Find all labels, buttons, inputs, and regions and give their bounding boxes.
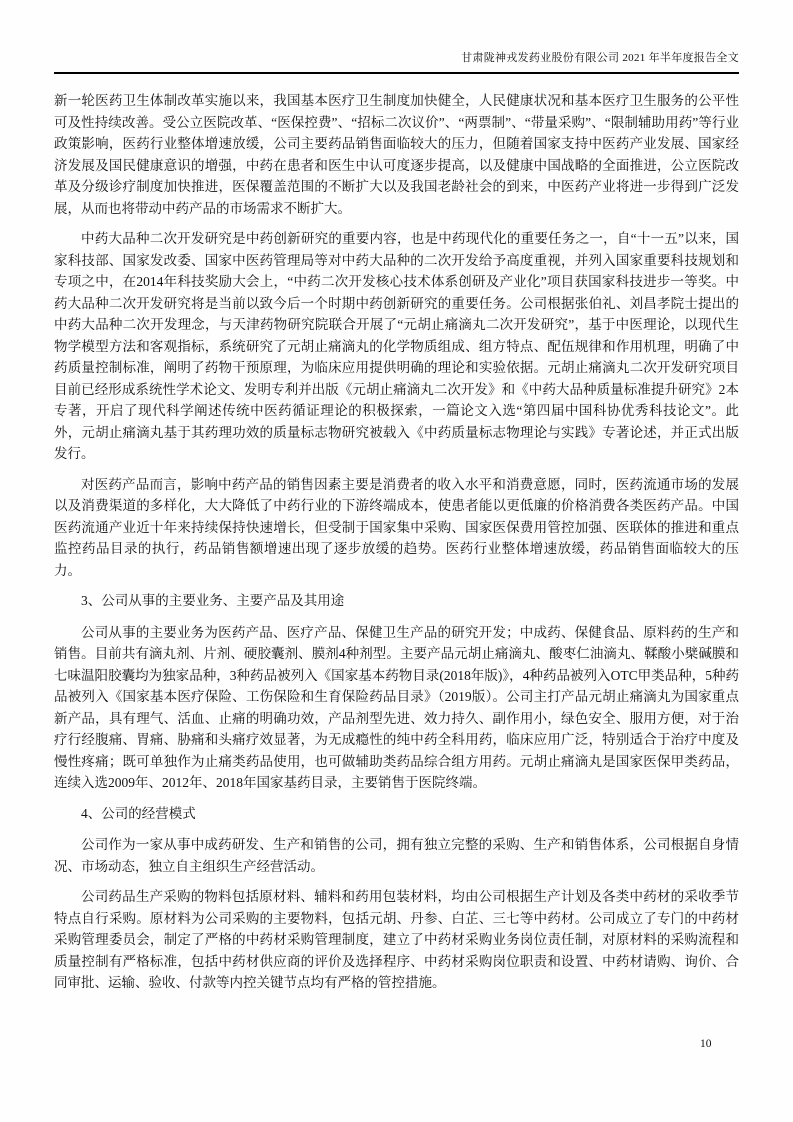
report-header-title: 甘肃陇神戎发药业股份有限公司 2021 年半年度报告全文 — [461, 52, 739, 64]
page-header — [0, 0, 793, 74]
section-heading: 3、公司从事的主要业务、主要产品及其用途 — [81, 593, 345, 608]
paragraph: 公司从事的主要业务为医药产品、医疗产品、保健卫生产品的研究开发；中成药、保健食品、原料药的生产和销售。目前共有滴丸剂、片剂、硬胶囊剂、膜剂4种剂型。主要产品元胡止痛滴丸、酸枣仁油滴丸、鞣酸小檗碱膜和七味温阳胶囊均为独家品种，3种药品被列入《国家基本药物目录(2018年版)》，4种药品被列入OTC甲类品种，5种药品被列入《国家基本医疗保险、工伤保险和生育保险药品目录》（2019版）。公司主打产品元胡止痛滴丸为国家重点新产品，具有理气、活血、止痛的明确功效，产品剂型先进、效力持久、副作用小，绿色安全、服用方便，对于治疗行经腹痛、胃痛、胁痛和头痛疗效显著，为无成瘾性的纯中药全科用药，临床应用广泛，特别适合于治疗中度及慢性疼痛；既可单独作为止痛类药品使用，也可做辅助类药品综合组方用药。元胡止痛滴丸是国家医保甲类药品，连续入选2009年、2012年、2018年国家基药目录，主要销售于医院终端。 — [54, 624, 739, 790]
paragraph: 公司药品生产采购的物料包括原材料、辅料和药用包装材料，均由公司根据生产计划及各类中药材的采收季节特点自行采购。原材料为公司采购的主要物料，包括元胡、丹参、白芷、三七等中药材。公司成立了专门的中药材采购管理委员会，制定了严格的中药材采购管理制度，建立了中药材采购业务岗位责任制，对原材料的采购流程和质量控制有严格标准，包括中药材供应商的评价及选择程序、中药材采购岗位职责和设置、中药材请购、询价、合同审批、运输、验收、付款等内控关键节点均有严格的管控措施。 — [54, 889, 739, 990]
document-body — [0, 74, 793, 994]
paragraph: 中药大品种二次开发研究是中药创新研究的重要内容，也是中药现代化的重要任务之一，自“十一五”以来，国家科技部、国家发改委、国家中医药管理局等对中药大品种的二次开发给予高度重视，并列入国家重要科技规划和专项之中，在2014年科技奖励大会上，“中药二次开发核心技术体系创研及产业化”项目获国家科技进步一等奖。中药大品种二次开发研究将是当前以致今后一个时期中药创新研究的重要任务。公司根据张伯礼、刘昌孝院士提出的中药大品种二次开发理念，与天津药物研究院联合开展了“元胡止痛滴丸二次开发研究”，基于中医理论，以现代生物学模型方法和客观指标，系统研究了元胡止痛滴丸的化学物质组成、组方特点、配伍规律和作用机理，明确了中药质量控制标准，阐明了药物干预原理，为临床应用提供明确的理论和实验依据。元胡止痛滴丸二次开发研究项目目前已经形成系统性学术论文、发明专利并出版《元胡止痛滴丸二次开发》和《中药大品种质量标准提升研究》2本专著，开启了现代科学阐述传统中医药循证理论的积极探索，一篇论文入选“第四届中国科协优秀科技论文”。此外，元胡止痛滴丸基于其药理功效的质量标志物研究被载入《中药质量标志物理论与实践》专著论述，并正式出版发行。 — [54, 231, 739, 461]
paragraph: 对医药产品而言，影响中药产品的销售因素主要是消费者的收入水平和消费意愿，同时，医药流通市场的发展以及消费渠道的多样化，大大降低了中药行业的下游终端成本，使患者能以更低廉的价格消费各类医药产品。中国医药流通产业近十年来持续保持快速增长，但受制于国家集中采购、国家医保费用管控加强、医联体的推进和重点监控药品目录的执行，药品销售额增速出现了逐步放缓的趋势。医药行业整体增速放缓，药品销售面临较大的压力。 — [54, 476, 739, 578]
section-heading: 4、公司的经营模式 — [81, 805, 196, 821]
page-number: 10 — [700, 1038, 712, 1050]
paragraph: 新一轮医药卫生体制改革实施以来，我国基本医疗卫生制度加快健全，人民健康状况和基本医疗卫生服务的公平性可及性持续改善。受公立医院改革、“医保控费”、“招标二次议价”、“两票制”、“带量采购”、“限制辅助用药”等行业政策影响，医药行业整体增速放缓，公司主要药品销售面临较大的压力，但随着国家支持中医药产业发展、国家经济发展及国民健康意识的增强，中药在患者和医生中认可度逐步提高，以及健康中国战略的全面推进，公立医院改革及分级诊疗制度加快推进，医保覆盖范围的不断扩大以及我国老龄社会的到来，中医药产业将进一步得到广泛发展，从而也将带动中药产品的市场需求不断扩大。 — [54, 93, 739, 216]
paragraph: 公司作为一家从事中成药研发、生产和销售的公司，拥有独立完整的采购、生产和销售体系，公司根据自身情况、市场动态，独立自主组织生产经营活动。 — [54, 837, 739, 874]
